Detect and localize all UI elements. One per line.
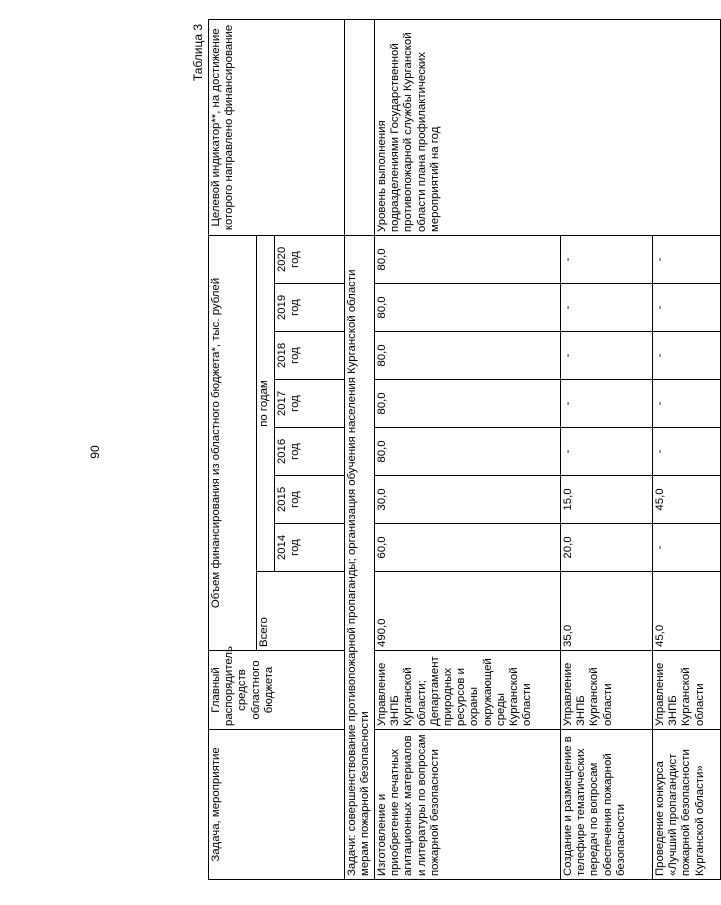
- header-year: 2016 год: [275, 428, 345, 476]
- header-total: Всего: [257, 572, 345, 651]
- row-total: 35,0: [561, 572, 653, 651]
- row-administrator: Управление ЗНПБ Курганской области: [561, 651, 653, 730]
- row-year-value: 30,0: [375, 476, 561, 524]
- row-task: Изготовление и приобретение печатных агитационных материалов и литературы по вопросам пожарной безопасности: [375, 730, 561, 880]
- row-year-value: 80,0: [375, 380, 561, 428]
- financing-table: [208, 19, 721, 880]
- row-year-value: 80,0: [375, 332, 561, 380]
- row-total: 490,0: [375, 572, 561, 651]
- row-administrator: Управление ЗНПБ Курганской области: [653, 651, 721, 730]
- header-task: Задача, мероприятие: [209, 730, 345, 880]
- row-year-value: -: [561, 332, 653, 380]
- row-year-value: 45,0: [653, 476, 721, 524]
- header-year: 2020 год: [275, 235, 345, 283]
- row-year-value: 15,0: [561, 476, 653, 524]
- row-year-value: -: [653, 380, 721, 428]
- row-year-value: 80,0: [375, 428, 561, 476]
- header-financing: Объем финансирования из областного бюджета*, тыс. рублей: [209, 235, 257, 650]
- row-year-value: 80,0: [375, 235, 561, 283]
- row-total: 45,0: [653, 572, 721, 651]
- row-year-value: -: [561, 284, 653, 332]
- header-administrator: Главный распорядитель средств областного бюджета: [209, 651, 345, 730]
- row-year-value: 80,0: [375, 284, 561, 332]
- row-task: Проведение конкурса «Лучший пропагандист пожарной безопасности Курганской области»: [653, 730, 721, 880]
- section-title: Задачи: совершенствование противопожарной пропаганды; организация обучения населения Курганской области мерам пожарной безопасности: [345, 235, 375, 879]
- rotated-page-content: [190, 20, 710, 880]
- header-year: 2017 год: [275, 380, 345, 428]
- row-year-value: 60,0: [375, 524, 561, 572]
- header-year: 2019 год: [275, 284, 345, 332]
- row-year-value: -: [653, 428, 721, 476]
- header-year: 2015 год: [275, 476, 345, 524]
- section-row: [345, 19, 375, 879]
- header-year: 2018 год: [275, 332, 345, 380]
- row-year-value: 20,0: [561, 524, 653, 572]
- section-indicator-cell: [345, 19, 375, 235]
- row-year-value: -: [653, 235, 721, 283]
- header-row-1: [209, 19, 257, 879]
- row-year-value: -: [653, 284, 721, 332]
- row-year-value: -: [561, 235, 653, 283]
- table-caption: Таблица 3: [191, 24, 205, 82]
- page-number: 90: [88, 445, 102, 459]
- row-year-value: -: [653, 524, 721, 572]
- header-year: 2014 год: [275, 524, 345, 572]
- row-task: Создание и размещение в телефире тематических передач по вопросам обеспечения пожарной безопасности: [561, 730, 653, 880]
- row-year-value: -: [561, 380, 653, 428]
- table-row: [375, 19, 561, 879]
- header-indicator: Целевой индикатор**, на достижение которого направлено финансирование: [209, 19, 345, 235]
- row-indicator: Уровень выполнения подразделениями Государственной противопожарной службы Курганской области плана профилактических мероприятий на год: [375, 19, 721, 235]
- row-year-value: -: [653, 332, 721, 380]
- header-by-years: по годам: [257, 235, 275, 571]
- row-administrator: Управление ЗНПБ Курганской области; Департамент природных ресурсов и охраны окружающей среды Курганской области: [375, 651, 561, 730]
- row-year-value: -: [561, 428, 653, 476]
